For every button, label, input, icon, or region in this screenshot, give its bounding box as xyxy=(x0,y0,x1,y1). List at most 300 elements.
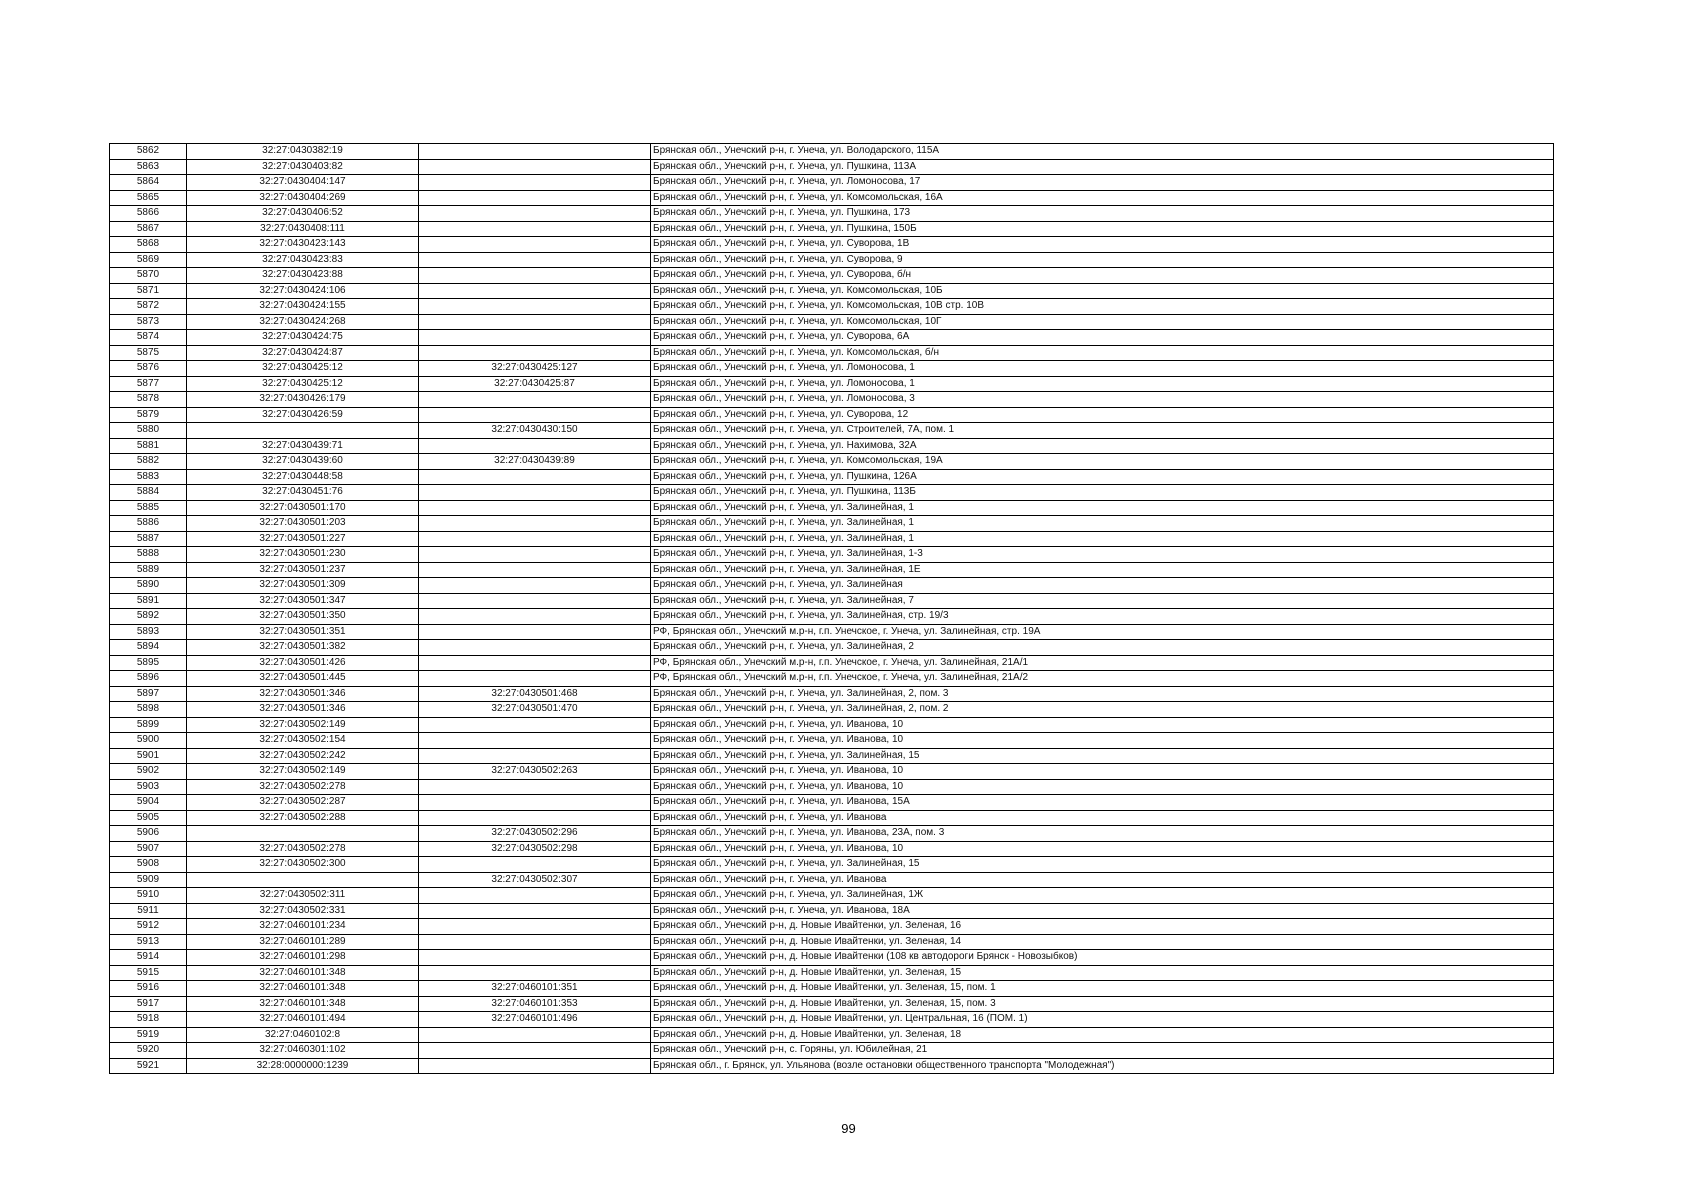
row-number-cell: 5895 xyxy=(110,655,187,671)
land-cadastral-number-cell: 32:27:0430502:311 xyxy=(187,888,419,904)
table-row xyxy=(110,826,1554,842)
land-cadastral-number-cell: 32:27:0430424:106 xyxy=(187,283,419,299)
land-cadastral-number-cell: 32:27:0460101:234 xyxy=(187,919,419,935)
land-cadastral-number-cell: 32:27:0430502:242 xyxy=(187,748,419,764)
building-cadastral-number-cell xyxy=(419,950,651,966)
land-cadastral-number-cell: 32:27:0430426:179 xyxy=(187,392,419,408)
address-cell: Брянская обл., Унечский р-н, д. Новые Ивайтенки (108 кв автодороги Брянск - Новозыбков) xyxy=(651,950,1554,966)
table-row xyxy=(110,175,1554,191)
land-cadastral-number-cell: 32:27:0430502:154 xyxy=(187,733,419,749)
row-number-cell: 5906 xyxy=(110,826,187,842)
row-number-cell: 5870 xyxy=(110,268,187,284)
table-row xyxy=(110,593,1554,609)
table-row xyxy=(110,159,1554,175)
land-cadastral-number-cell: 32:27:0430403:82 xyxy=(187,159,419,175)
land-cadastral-number-cell: 32:27:0430425:12 xyxy=(187,361,419,377)
address-cell: Брянская обл., Унечский р-н, г. Унеча, ул. Суворова, 6А xyxy=(651,330,1554,346)
address-cell: Брянская обл., Унечский р-н, г. Унеча, ул. Иванова, 10 xyxy=(651,779,1554,795)
building-cadastral-number-cell xyxy=(419,593,651,609)
table-row xyxy=(110,469,1554,485)
cadastral-table xyxy=(109,143,1554,1074)
table-row xyxy=(110,299,1554,315)
table-row xyxy=(110,702,1554,718)
row-number-cell: 5869 xyxy=(110,252,187,268)
address-cell: Брянская обл., Унечский р-н, г. Унеча, ул. Иванова, 18А xyxy=(651,903,1554,919)
table-row xyxy=(110,376,1554,392)
land-cadastral-number-cell: 32:27:0430502:278 xyxy=(187,841,419,857)
building-cadastral-number-cell xyxy=(419,795,651,811)
row-number-cell: 5877 xyxy=(110,376,187,392)
building-cadastral-number-cell: 32:27:0430425:87 xyxy=(419,376,651,392)
building-cadastral-number-cell xyxy=(419,345,651,361)
row-number-cell: 5908 xyxy=(110,857,187,873)
building-cadastral-number-cell xyxy=(419,485,651,501)
building-cadastral-number-cell: 32:27:0430501:470 xyxy=(419,702,651,718)
address-cell: Брянская обл., Унечский р-н, г. Унеча, ул. Ломоносова, 1 xyxy=(651,376,1554,392)
land-cadastral-number-cell: 32:27:0430501:350 xyxy=(187,609,419,625)
table-row xyxy=(110,919,1554,935)
table-row xyxy=(110,283,1554,299)
row-number-cell: 5862 xyxy=(110,144,187,160)
table-row xyxy=(110,144,1554,160)
table-row xyxy=(110,686,1554,702)
building-cadastral-number-cell xyxy=(419,175,651,191)
address-cell: Брянская обл., Унечский р-н, г. Унеча, ул. Суворова, 12 xyxy=(651,407,1554,423)
address-cell: Брянская обл., Унечский р-н, г. Унеча, ул. Суворова, 1В xyxy=(651,237,1554,253)
building-cadastral-number-cell: 32:27:0430502:263 xyxy=(419,764,651,780)
land-cadastral-number-cell: 32:27:0430439:71 xyxy=(187,438,419,454)
land-cadastral-number-cell: 32:27:0430502:287 xyxy=(187,795,419,811)
row-number-cell: 5875 xyxy=(110,345,187,361)
table-row xyxy=(110,640,1554,656)
address-cell: Брянская обл., Унечский р-н, г. Унеча, ул. Залинейная, 2, пом. 3 xyxy=(651,686,1554,702)
building-cadastral-number-cell xyxy=(419,469,651,485)
address-cell: Брянская обл., Унечский р-н, д. Новые Ивайтенки, ул. Зеленая, 15, пом. 3 xyxy=(651,996,1554,1012)
land-cadastral-number-cell: 32:27:0430404:147 xyxy=(187,175,419,191)
land-cadastral-number-cell: 32:27:0430404:269 xyxy=(187,190,419,206)
row-number-cell: 5910 xyxy=(110,888,187,904)
row-number-cell: 5911 xyxy=(110,903,187,919)
row-number-cell: 5912 xyxy=(110,919,187,935)
land-cadastral-number-cell xyxy=(187,423,419,439)
address-cell: Брянская обл., Унечский р-н, г. Унеча, ул. Иванова xyxy=(651,810,1554,826)
building-cadastral-number-cell: 32:27:0430502:307 xyxy=(419,872,651,888)
table-row xyxy=(110,361,1554,377)
building-cadastral-number-cell xyxy=(419,206,651,222)
table-row xyxy=(110,779,1554,795)
table-row xyxy=(110,407,1554,423)
table-row xyxy=(110,1043,1554,1059)
land-cadastral-number-cell: 32:27:0460101:348 xyxy=(187,981,419,997)
address-cell: Брянская обл., Унечский р-н, г. Унеча, ул. Комсомольская, 10Б xyxy=(651,283,1554,299)
building-cadastral-number-cell: 32:27:0460101:351 xyxy=(419,981,651,997)
table-row xyxy=(110,872,1554,888)
row-number-cell: 5913 xyxy=(110,934,187,950)
land-cadastral-number-cell xyxy=(187,872,419,888)
land-cadastral-number-cell: 32:27:0430423:83 xyxy=(187,252,419,268)
address-cell: Брянская обл., Унечский р-н, г. Унеча, ул. Суворова, б/н xyxy=(651,268,1554,284)
land-cadastral-number-cell: 32:27:0460102:8 xyxy=(187,1027,419,1043)
land-cadastral-number-cell: 32:28:0000000:1239 xyxy=(187,1058,419,1074)
building-cadastral-number-cell xyxy=(419,810,651,826)
building-cadastral-number-cell xyxy=(419,857,651,873)
table-row xyxy=(110,950,1554,966)
address-cell: Брянская обл., Унечский р-н, г. Унеча, ул. Залинейная, 1Ж xyxy=(651,888,1554,904)
table-row xyxy=(110,888,1554,904)
table-row xyxy=(110,454,1554,470)
building-cadastral-number-cell xyxy=(419,392,651,408)
address-cell: Брянская обл., Унечский р-н, г. Унеча, ул. Нахимова, 32А xyxy=(651,438,1554,454)
table-row xyxy=(110,438,1554,454)
building-cadastral-number-cell xyxy=(419,531,651,547)
building-cadastral-number-cell xyxy=(419,1043,651,1059)
land-cadastral-number-cell: 32:27:0460301:102 xyxy=(187,1043,419,1059)
row-number-cell: 5909 xyxy=(110,872,187,888)
address-cell: Брянская обл., Унечский р-н, г. Унеча, ул. Иванова, 10 xyxy=(651,733,1554,749)
address-cell: РФ, Брянская обл., Унечский м.р-н, г.п. Унечское, г. Унеча, ул. Залинейная, стр. 19А xyxy=(651,624,1554,640)
land-cadastral-number-cell: 32:27:0430425:12 xyxy=(187,376,419,392)
table-row xyxy=(110,485,1554,501)
address-cell: Брянская обл., Унечский р-н, г. Унеча, ул. Ломоносова, 17 xyxy=(651,175,1554,191)
building-cadastral-number-cell xyxy=(419,919,651,935)
table-row xyxy=(110,624,1554,640)
building-cadastral-number-cell xyxy=(419,965,651,981)
table-row xyxy=(110,810,1554,826)
building-cadastral-number-cell xyxy=(419,624,651,640)
building-cadastral-number-cell xyxy=(419,779,651,795)
address-cell: Брянская обл., Унечский р-н, г. Унеча, ул. Пушкина, 173 xyxy=(651,206,1554,222)
building-cadastral-number-cell: 32:27:0430502:298 xyxy=(419,841,651,857)
land-cadastral-number-cell: 32:27:0460101:494 xyxy=(187,1012,419,1028)
table-row xyxy=(110,423,1554,439)
land-cadastral-number-cell: 32:27:0460101:289 xyxy=(187,934,419,950)
land-cadastral-number-cell: 32:27:0460101:348 xyxy=(187,965,419,981)
land-cadastral-number-cell: 32:27:0430502:149 xyxy=(187,764,419,780)
row-number-cell: 5905 xyxy=(110,810,187,826)
row-number-cell: 5873 xyxy=(110,314,187,330)
address-cell: Брянская обл., Унечский р-н, д. Новые Ивайтенки, ул. Зеленая, 15, пом. 1 xyxy=(651,981,1554,997)
land-cadastral-number-cell: 32:27:0430502:331 xyxy=(187,903,419,919)
building-cadastral-number-cell xyxy=(419,283,651,299)
land-cadastral-number-cell: 32:27:0430426:59 xyxy=(187,407,419,423)
land-cadastral-number-cell: 32:27:0430501:170 xyxy=(187,500,419,516)
address-cell: Брянская обл., Унечский р-н, г. Унеча, ул. Залинейная, 1 xyxy=(651,531,1554,547)
land-cadastral-number-cell: 32:27:0430501:237 xyxy=(187,562,419,578)
land-cadastral-number-cell: 32:27:0430501:382 xyxy=(187,640,419,656)
table-row xyxy=(110,221,1554,237)
land-cadastral-number-cell: 32:27:0430448:58 xyxy=(187,469,419,485)
address-cell: Брянская обл., Унечский р-н, д. Новые Ивайтенки, ул. Зеленая, 16 xyxy=(651,919,1554,935)
row-number-cell: 5865 xyxy=(110,190,187,206)
row-number-cell: 5887 xyxy=(110,531,187,547)
row-number-cell: 5916 xyxy=(110,981,187,997)
land-cadastral-number-cell: 32:27:0430501:227 xyxy=(187,531,419,547)
row-number-cell: 5900 xyxy=(110,733,187,749)
land-cadastral-number-cell: 32:27:0460101:298 xyxy=(187,950,419,966)
row-number-cell: 5890 xyxy=(110,578,187,594)
table-row xyxy=(110,345,1554,361)
address-cell: Брянская обл., Унечский р-н, г. Унеча, ул. Пушкина, 113А xyxy=(651,159,1554,175)
row-number-cell: 5871 xyxy=(110,283,187,299)
address-cell: Брянская обл., Унечский р-н, г. Унеча, ул. Залинейная, 2 xyxy=(651,640,1554,656)
building-cadastral-number-cell: 32:27:0430502:296 xyxy=(419,826,651,842)
table-row xyxy=(110,531,1554,547)
address-cell: Брянская обл., Унечский р-н, г. Унеча, ул. Залинейная, 1 xyxy=(651,516,1554,532)
address-cell: Брянская обл., Унечский р-н, г. Унеча, ул. Володарского, 115А xyxy=(651,144,1554,160)
table-row xyxy=(110,671,1554,687)
row-number-cell: 5920 xyxy=(110,1043,187,1059)
row-number-cell: 5914 xyxy=(110,950,187,966)
table-row xyxy=(110,764,1554,780)
building-cadastral-number-cell xyxy=(419,1027,651,1043)
building-cadastral-number-cell xyxy=(419,733,651,749)
table-row xyxy=(110,655,1554,671)
building-cadastral-number-cell: 32:27:0430439:89 xyxy=(419,454,651,470)
land-cadastral-number-cell: 32:27:0430501:203 xyxy=(187,516,419,532)
row-number-cell: 5880 xyxy=(110,423,187,439)
table-row xyxy=(110,268,1554,284)
table-row xyxy=(110,190,1554,206)
land-cadastral-number-cell: 32:27:0430502:300 xyxy=(187,857,419,873)
row-number-cell: 5889 xyxy=(110,562,187,578)
table-row xyxy=(110,1012,1554,1028)
row-number-cell: 5866 xyxy=(110,206,187,222)
address-cell: Брянская обл., Унечский р-н, г. Унеча, ул. Комсомольская, 10В стр. 10В xyxy=(651,299,1554,315)
row-number-cell: 5902 xyxy=(110,764,187,780)
building-cadastral-number-cell xyxy=(419,578,651,594)
address-cell: Брянская обл., Унечский р-н, г. Унеча, ул. Иванова xyxy=(651,872,1554,888)
table-row xyxy=(110,252,1554,268)
address-cell: Брянская обл., г. Брянск, ул. Ульянова (возле остановки общественного транспорта "Молодежная") xyxy=(651,1058,1554,1074)
building-cadastral-number-cell xyxy=(419,609,651,625)
address-cell: Брянская обл., Унечский р-н, г. Унеча, ул. Ломоносова, 3 xyxy=(651,392,1554,408)
row-number-cell: 5903 xyxy=(110,779,187,795)
row-number-cell: 5918 xyxy=(110,1012,187,1028)
building-cadastral-number-cell xyxy=(419,717,651,733)
address-cell: Брянская обл., Унечский р-н, г. Унеча, ул. Комсомольская, 16А xyxy=(651,190,1554,206)
row-number-cell: 5868 xyxy=(110,237,187,253)
address-cell: Брянская обл., Унечский р-н, д. Новые Ивайтенки, ул. Центральная, 16 (ПОМ. 1) xyxy=(651,1012,1554,1028)
row-number-cell: 5891 xyxy=(110,593,187,609)
row-number-cell: 5883 xyxy=(110,469,187,485)
building-cadastral-number-cell xyxy=(419,671,651,687)
land-cadastral-number-cell: 32:27:0430424:75 xyxy=(187,330,419,346)
row-number-cell: 5878 xyxy=(110,392,187,408)
row-number-cell: 5921 xyxy=(110,1058,187,1074)
land-cadastral-number-cell: 32:27:0430424:87 xyxy=(187,345,419,361)
table-row xyxy=(110,717,1554,733)
table-row xyxy=(110,516,1554,532)
building-cadastral-number-cell xyxy=(419,299,651,315)
land-cadastral-number-cell xyxy=(187,826,419,842)
table-row xyxy=(110,934,1554,950)
address-cell: Брянская обл., Унечский р-н, г. Унеча, ул. Ломоносова, 1 xyxy=(651,361,1554,377)
address-cell: Брянская обл., Унечский р-н, г. Унеча, ул. Иванова, 10 xyxy=(651,717,1554,733)
table-row xyxy=(110,1058,1554,1074)
address-cell: РФ, Брянская обл., Унечский м.р-н, г.п. Унечское, г. Унеча, ул. Залинейная, 21А/2 xyxy=(651,671,1554,687)
land-cadastral-number-cell: 32:27:0430424:268 xyxy=(187,314,419,330)
address-cell: Брянская обл., Унечский р-н, д. Новые Ивайтенки, ул. Зеленая, 14 xyxy=(651,934,1554,950)
land-cadastral-number-cell: 32:27:0430501:309 xyxy=(187,578,419,594)
row-number-cell: 5897 xyxy=(110,686,187,702)
land-cadastral-number-cell: 32:27:0430501:346 xyxy=(187,702,419,718)
building-cadastral-number-cell xyxy=(419,314,651,330)
row-number-cell: 5893 xyxy=(110,624,187,640)
table-row xyxy=(110,841,1554,857)
address-cell: Брянская обл., Унечский р-н, г. Унеча, ул. Залинейная, стр. 19/3 xyxy=(651,609,1554,625)
row-number-cell: 5863 xyxy=(110,159,187,175)
building-cadastral-number-cell: 32:27:0460101:353 xyxy=(419,996,651,1012)
address-cell: Брянская обл., Унечский р-н, г. Унеча, ул. Залинейная, 15 xyxy=(651,857,1554,873)
land-cadastral-number-cell: 32:27:0430501:347 xyxy=(187,593,419,609)
land-cadastral-number-cell: 32:27:0430424:155 xyxy=(187,299,419,315)
table-row xyxy=(110,547,1554,563)
table-row xyxy=(110,795,1554,811)
address-cell: РФ, Брянская обл., Унечский м.р-н, г.п. Унечское, г. Унеча, ул. Залинейная, 21А/1 xyxy=(651,655,1554,671)
land-cadastral-number-cell: 32:27:0430423:88 xyxy=(187,268,419,284)
building-cadastral-number-cell xyxy=(419,640,651,656)
row-number-cell: 5882 xyxy=(110,454,187,470)
table-row xyxy=(110,748,1554,764)
building-cadastral-number-cell xyxy=(419,655,651,671)
address-cell: Брянская обл., Унечский р-н, г. Унеча, ул. Строителей, 7А, пом. 1 xyxy=(651,423,1554,439)
row-number-cell: 5872 xyxy=(110,299,187,315)
table-row xyxy=(110,314,1554,330)
address-cell: Брянская обл., Унечский р-н, г. Унеча, ул. Залинейная, 7 xyxy=(651,593,1554,609)
row-number-cell: 5879 xyxy=(110,407,187,423)
row-number-cell: 5894 xyxy=(110,640,187,656)
building-cadastral-number-cell xyxy=(419,407,651,423)
address-cell: Брянская обл., Унечский р-н, г. Унеча, ул. Иванова, 15А xyxy=(651,795,1554,811)
land-cadastral-number-cell: 32:27:0430439:60 xyxy=(187,454,419,470)
building-cadastral-number-cell xyxy=(419,190,651,206)
row-number-cell: 5907 xyxy=(110,841,187,857)
building-cadastral-number-cell xyxy=(419,547,651,563)
building-cadastral-number-cell xyxy=(419,516,651,532)
address-cell: Брянская обл., Унечский р-н, г. Унеча, ул. Комсомольская, 19А xyxy=(651,454,1554,470)
building-cadastral-number-cell xyxy=(419,903,651,919)
building-cadastral-number-cell: 32:27:0430430:150 xyxy=(419,423,651,439)
row-number-cell: 5867 xyxy=(110,221,187,237)
address-cell: Брянская обл., Унечский р-н, г. Унеча, ул. Залинейная, 1 xyxy=(651,500,1554,516)
page-number: 99 xyxy=(841,1121,856,1136)
building-cadastral-number-cell xyxy=(419,1058,651,1074)
building-cadastral-number-cell xyxy=(419,237,651,253)
land-cadastral-number-cell: 32:27:0430406:52 xyxy=(187,206,419,222)
table-body xyxy=(110,144,1554,1074)
table-row xyxy=(110,981,1554,997)
address-cell: Брянская обл., Унечский р-н, с. Горяны, ул. Юбилейная, 21 xyxy=(651,1043,1554,1059)
table-row xyxy=(110,206,1554,222)
row-number-cell: 5919 xyxy=(110,1027,187,1043)
building-cadastral-number-cell xyxy=(419,268,651,284)
row-number-cell: 5898 xyxy=(110,702,187,718)
building-cadastral-number-cell: 32:27:0430501:468 xyxy=(419,686,651,702)
row-number-cell: 5881 xyxy=(110,438,187,454)
table-row xyxy=(110,500,1554,516)
table-row xyxy=(110,609,1554,625)
address-cell: Брянская обл., Унечский р-н, г. Унеча, ул. Залинейная, 15 xyxy=(651,748,1554,764)
table-row xyxy=(110,996,1554,1012)
row-number-cell: 5886 xyxy=(110,516,187,532)
row-number-cell: 5901 xyxy=(110,748,187,764)
building-cadastral-number-cell xyxy=(419,562,651,578)
building-cadastral-number-cell xyxy=(419,748,651,764)
land-cadastral-number-cell: 32:27:0430501:351 xyxy=(187,624,419,640)
building-cadastral-number-cell xyxy=(419,934,651,950)
land-cadastral-number-cell: 32:27:0460101:348 xyxy=(187,996,419,1012)
row-number-cell: 5874 xyxy=(110,330,187,346)
table-row xyxy=(110,857,1554,873)
address-cell: Брянская обл., Унечский р-н, г. Унеча, ул. Залинейная, 1Е xyxy=(651,562,1554,578)
land-cadastral-number-cell: 32:27:0430502:278 xyxy=(187,779,419,795)
land-cadastral-number-cell: 32:27:0430501:445 xyxy=(187,671,419,687)
row-number-cell: 5884 xyxy=(110,485,187,501)
building-cadastral-number-cell xyxy=(419,330,651,346)
table-row xyxy=(110,578,1554,594)
building-cadastral-number-cell xyxy=(419,438,651,454)
building-cadastral-number-cell: 32:27:0430425:127 xyxy=(419,361,651,377)
table-row xyxy=(110,237,1554,253)
building-cadastral-number-cell xyxy=(419,252,651,268)
address-cell: Брянская обл., Унечский р-н, г. Унеча, ул. Комсомольская, б/н xyxy=(651,345,1554,361)
table-row xyxy=(110,733,1554,749)
table-row xyxy=(110,965,1554,981)
land-cadastral-number-cell: 32:27:0430501:426 xyxy=(187,655,419,671)
address-cell: Брянская обл., Унечский р-н, д. Новые Ивайтенки, ул. Зеленая, 15 xyxy=(651,965,1554,981)
table-row xyxy=(110,903,1554,919)
land-cadastral-number-cell: 32:27:0430423:143 xyxy=(187,237,419,253)
row-number-cell: 5892 xyxy=(110,609,187,625)
table-row xyxy=(110,562,1554,578)
address-cell: Брянская обл., Унечский р-н, д. Новые Ивайтенки, ул. Зеленая, 18 xyxy=(651,1027,1554,1043)
row-number-cell: 5915 xyxy=(110,965,187,981)
row-number-cell: 5885 xyxy=(110,500,187,516)
building-cadastral-number-cell xyxy=(419,221,651,237)
land-cadastral-number-cell: 32:27:0430451:76 xyxy=(187,485,419,501)
table-row xyxy=(110,1027,1554,1043)
address-cell: Брянская обл., Унечский р-н, г. Унеча, ул. Пушкина, 126А xyxy=(651,469,1554,485)
land-cadastral-number-cell: 32:27:0430501:346 xyxy=(187,686,419,702)
address-cell: Брянская обл., Унечский р-н, г. Унеча, ул. Пушкина, 150Б xyxy=(651,221,1554,237)
building-cadastral-number-cell: 32:27:0460101:496 xyxy=(419,1012,651,1028)
building-cadastral-number-cell xyxy=(419,500,651,516)
address-cell: Брянская обл., Унечский р-н, г. Унеча, ул. Иванова, 10 xyxy=(651,764,1554,780)
address-cell: Брянская обл., Унечский р-н, г. Унеча, ул. Пушкина, 113Б xyxy=(651,485,1554,501)
address-cell: Брянская обл., Унечский р-н, г. Унеча, ул. Иванова, 10 xyxy=(651,841,1554,857)
address-cell: Брянская обл., Унечский р-н, г. Унеча, ул. Залинейная xyxy=(651,578,1554,594)
land-cadastral-number-cell: 32:27:0430382:19 xyxy=(187,144,419,160)
land-cadastral-number-cell: 32:27:0430502:149 xyxy=(187,717,419,733)
table-row xyxy=(110,330,1554,346)
land-cadastral-number-cell: 32:27:0430502:288 xyxy=(187,810,419,826)
land-cadastral-number-cell: 32:27:0430501:230 xyxy=(187,547,419,563)
row-number-cell: 5899 xyxy=(110,717,187,733)
row-number-cell: 5876 xyxy=(110,361,187,377)
address-cell: Брянская обл., Унечский р-н, г. Унеча, ул. Суворова, 9 xyxy=(651,252,1554,268)
land-cadastral-number-cell: 32:27:0430408:111 xyxy=(187,221,419,237)
address-cell: Брянская обл., Унечский р-н, г. Унеча, ул. Залинейная, 1-3 xyxy=(651,547,1554,563)
building-cadastral-number-cell xyxy=(419,159,651,175)
address-cell: Брянская обл., Унечский р-н, г. Унеча, ул. Комсомольская, 10Г xyxy=(651,314,1554,330)
address-cell: Брянская обл., Унечский р-н, г. Унеча, ул. Иванова, 23А, пом. 3 xyxy=(651,826,1554,842)
row-number-cell: 5888 xyxy=(110,547,187,563)
address-cell: Брянская обл., Унечский р-н, г. Унеча, ул. Залинейная, 2, пом. 2 xyxy=(651,702,1554,718)
row-number-cell: 5896 xyxy=(110,671,187,687)
row-number-cell: 5864 xyxy=(110,175,187,191)
building-cadastral-number-cell xyxy=(419,888,651,904)
table-row xyxy=(110,392,1554,408)
